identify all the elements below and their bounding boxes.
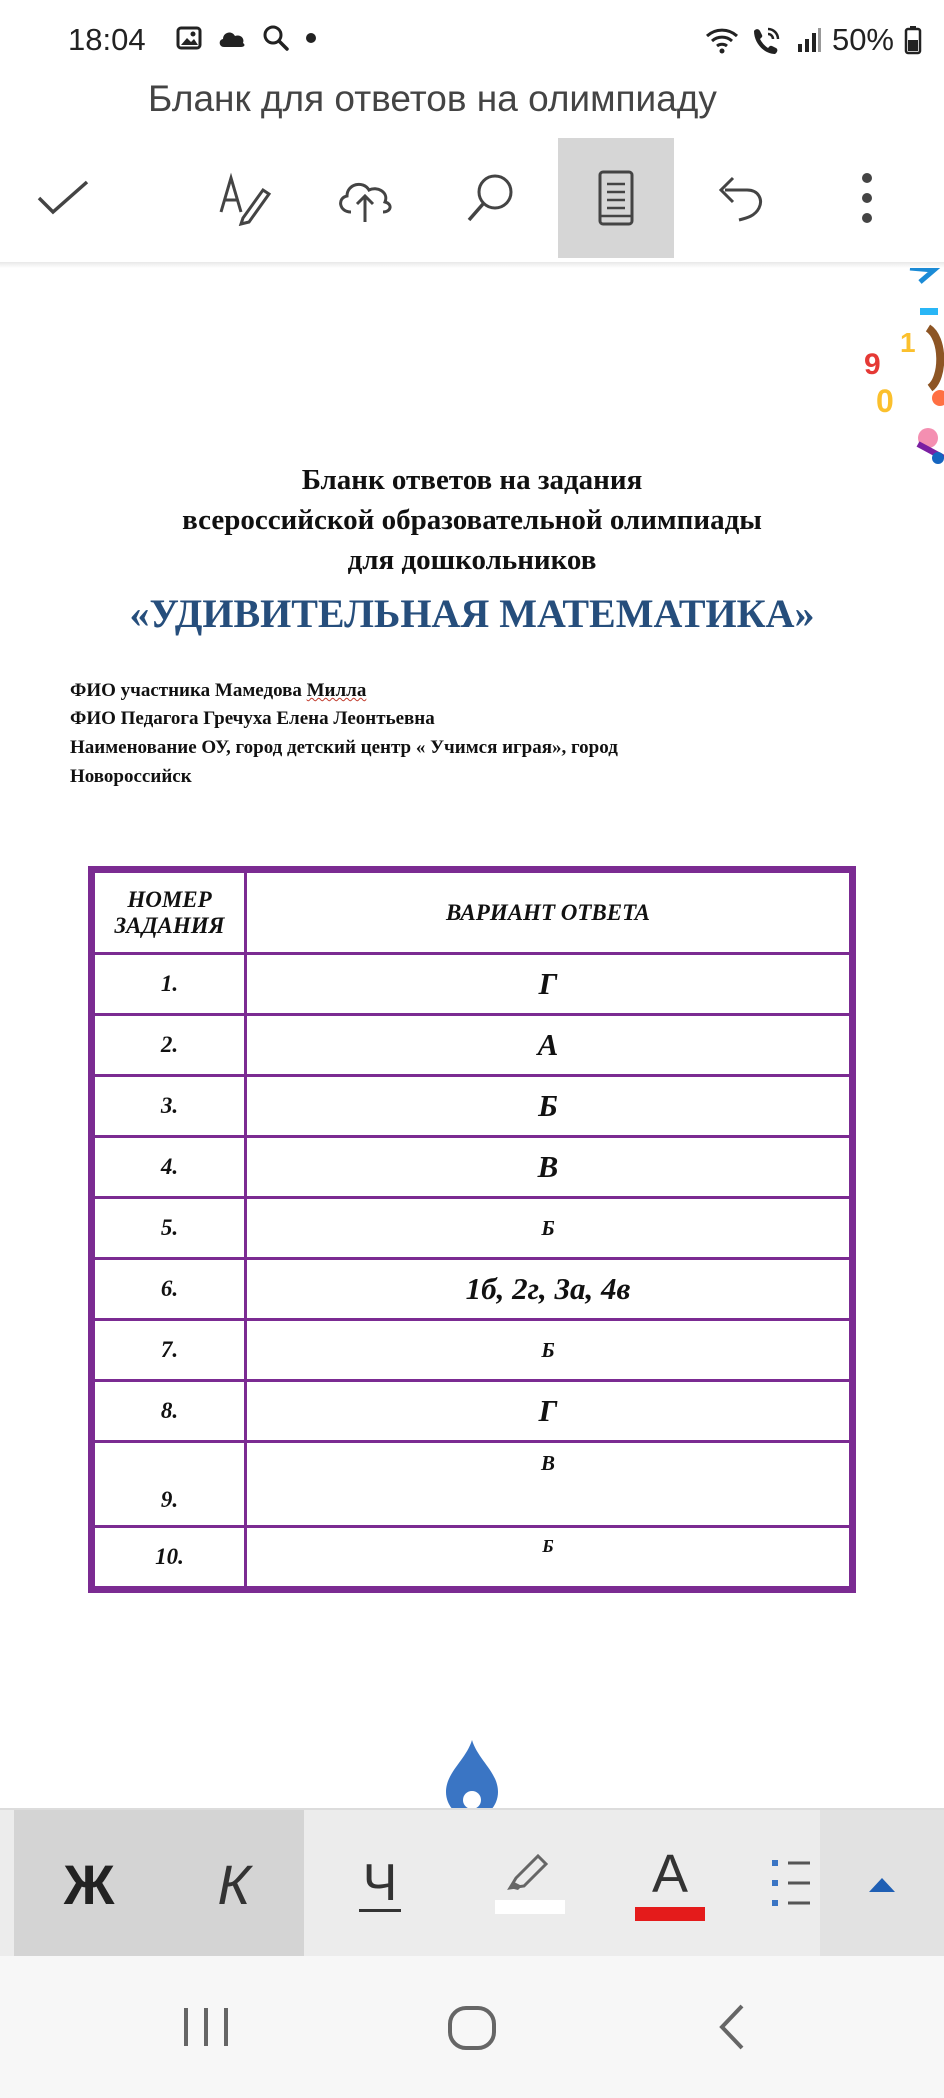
undo-button[interactable] [686, 138, 796, 258]
search-icon [463, 170, 519, 226]
search-button[interactable] [436, 138, 546, 258]
participant-label: ФИО участника Мамедова [70, 680, 307, 701]
list-button[interactable] [770, 1810, 810, 1958]
header-task-number-line2: ЗАДАНИЯ [114, 912, 225, 938]
wifi-icon [704, 25, 740, 55]
wifi-call-icon [750, 25, 786, 55]
home-icon[interactable] [446, 2004, 498, 2052]
task-answer[interactable]: Г [247, 955, 849, 1013]
highlight-color-swatch [495, 1900, 565, 1914]
done-button[interactable] [8, 138, 118, 258]
mobile-view-icon [596, 170, 636, 226]
organization-line-1: Наименование ОУ, город детский центр « Учимся играя», город [70, 737, 618, 758]
mobile-view-button[interactable] [558, 138, 674, 258]
underline-label: Ч [359, 1857, 402, 1912]
decoration-digit-0: 0 [876, 383, 894, 419]
signal-icon [796, 26, 822, 54]
task-number: 10. [95, 1528, 244, 1586]
toolbar [0, 138, 944, 258]
task-answer[interactable]: Г [247, 1382, 849, 1440]
task-number: 5. [95, 1199, 244, 1257]
task-number: 8. [95, 1382, 244, 1440]
organization-line-2: Новороссийск [70, 766, 192, 787]
task-answer[interactable]: Б [247, 1077, 849, 1135]
document-title: Бланк для ответов на олимпиаду [148, 78, 717, 119]
back-icon[interactable] [714, 2002, 750, 2052]
table-row [95, 1138, 849, 1196]
font-color-letter: A [651, 1844, 689, 1904]
task-number: 3. [95, 1077, 244, 1135]
recent-apps-icon[interactable] [178, 2004, 234, 2050]
participant-line [70, 680, 366, 702]
dot-icon [304, 31, 318, 45]
header-task-number-line1: НОМЕР [127, 886, 212, 912]
battery-percent: 50% [831, 22, 894, 57]
task-number: 2. [95, 1016, 244, 1074]
table-row [95, 1260, 849, 1318]
font-color-swatch [635, 1907, 705, 1921]
underline-button[interactable] [320, 1810, 440, 1958]
header-task-number [95, 873, 244, 952]
task-answer[interactable]: В [247, 1443, 849, 1525]
task-number: 9. [95, 1443, 244, 1525]
list-icon [770, 1854, 810, 1914]
task-answer[interactable]: А [247, 1016, 849, 1074]
task-number: 1. [95, 955, 244, 1013]
table-row [95, 1016, 849, 1074]
participant-name-misspelled: Милла [306, 680, 367, 701]
task-answer[interactable]: Б [247, 1321, 849, 1379]
decoration-digit-1: 1 [900, 327, 916, 358]
cloud-icon [216, 26, 248, 50]
table-row [95, 955, 849, 1013]
format-bar [0, 1808, 944, 1958]
search-icon [262, 24, 290, 52]
more-options-button[interactable] [812, 138, 922, 258]
draw-pen-icon [217, 170, 273, 226]
task-answer[interactable]: В [247, 1138, 849, 1196]
cursor-handle-icon[interactable] [444, 1738, 500, 1810]
expand-format-button[interactable] [820, 1810, 944, 1958]
status-bar [0, 0, 944, 80]
task-number: 4. [95, 1138, 244, 1196]
font-color-button[interactable] [620, 1810, 720, 1958]
status-icons-left [176, 24, 318, 52]
table-row [95, 1077, 849, 1135]
status-right [704, 22, 922, 58]
battery-icon [904, 25, 922, 55]
undo-icon [713, 170, 769, 226]
navigation-bar [0, 1956, 944, 2098]
cloud-upload-icon [333, 172, 397, 224]
math-decoration-image [848, 268, 944, 468]
task-answer[interactable]: Б [247, 1528, 849, 1586]
olympiad-title: «УДИВИТЕЛЬНАЯ МАТЕМАТИКА» [129, 591, 815, 636]
task-number: 6. [95, 1260, 244, 1318]
highlight-button[interactable] [470, 1810, 590, 1958]
expand-up-icon [867, 1874, 897, 1894]
highlighter-icon [500, 1854, 560, 1894]
italic-button[interactable]: К [164, 1810, 304, 1958]
bold-button[interactable]: Ж [14, 1810, 164, 1958]
table-row [95, 1443, 849, 1525]
answers-table [88, 866, 856, 1593]
heading-line-1: Бланк ответов на задания [301, 464, 643, 496]
status-time: 18:04 [68, 22, 146, 57]
task-answer[interactable]: Б [247, 1199, 849, 1257]
table-row [95, 1321, 849, 1379]
decoration-digit-9: 9 [864, 348, 881, 381]
task-number: 7. [95, 1321, 244, 1379]
document-page[interactable] [0, 268, 944, 1808]
table-row [95, 1382, 849, 1440]
teacher-line: ФИО Педагога Гречуха Елена Леонтьевна [70, 708, 435, 729]
gallery-icon [176, 26, 202, 50]
heading-line-3: для дошкольников [347, 544, 597, 576]
check-icon [35, 178, 91, 218]
heading-line-2: всероссийской образовательной олимпиады [182, 504, 762, 536]
header-answer-variant: ВАРИАНТ ОТВЕТА [247, 873, 849, 952]
draw-button[interactable] [190, 138, 300, 258]
more-vert-icon [860, 172, 874, 224]
task-answer[interactable]: 1б, 2г, 3а, 4в [247, 1260, 849, 1318]
upload-button[interactable] [310, 138, 420, 258]
table-row [95, 1199, 849, 1257]
table-row [95, 1528, 849, 1586]
table-header-row [95, 873, 849, 952]
